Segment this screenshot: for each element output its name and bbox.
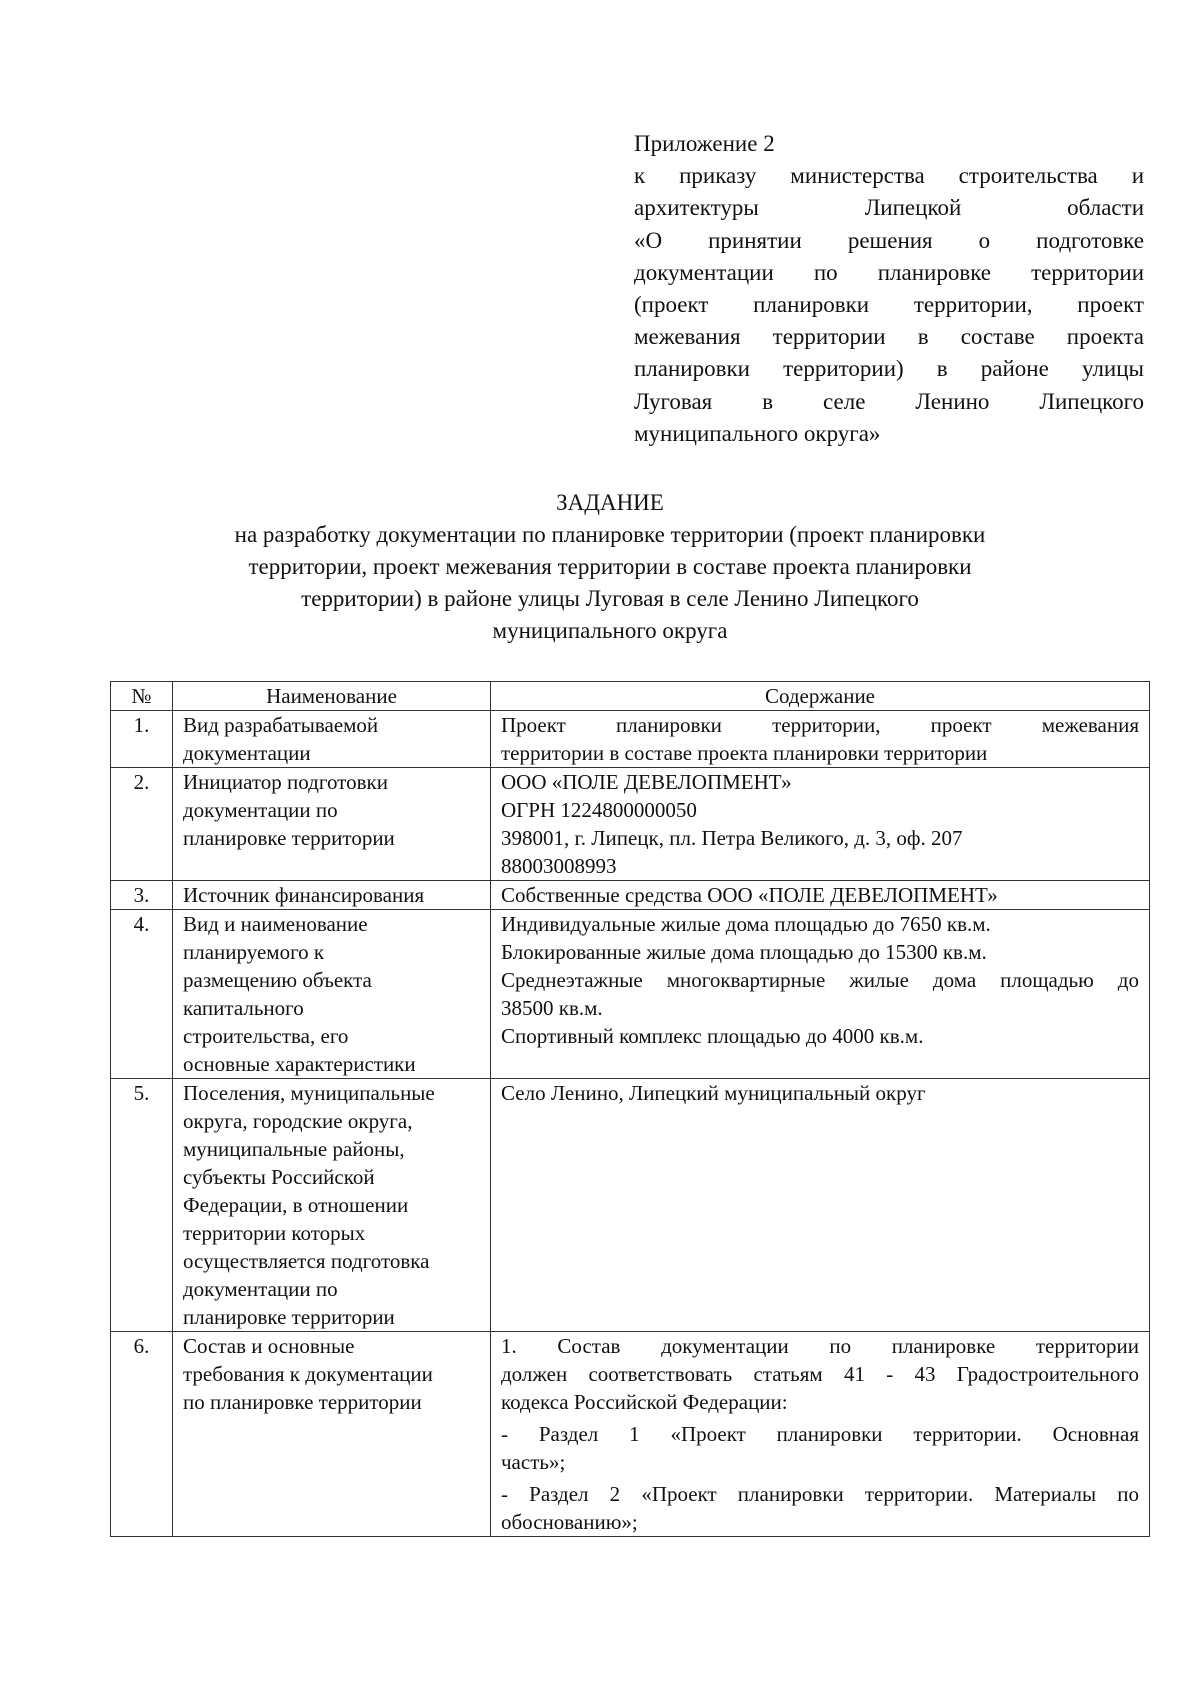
row-content-line: Собственные средства ООО «ПОЛЕ ДЕВЕЛОПМЕНТ» [501, 883, 998, 907]
header-name: Наименование [173, 682, 491, 711]
row-name [173, 711, 491, 768]
row-content-line: 38500 кв.м. [501, 996, 603, 1020]
row-name-line: капитального [183, 996, 304, 1020]
row-name [173, 910, 491, 1079]
row-name-line: по планировке территории [183, 1390, 422, 1414]
row-content-line: 1. Состав документации по планировке территории [501, 1334, 1139, 1358]
row-name [173, 1079, 491, 1332]
appendix-line: «О принятии решения о подготовке [634, 227, 1144, 253]
title-line: муниципального округа [492, 618, 728, 643]
table-header-row [111, 682, 1150, 711]
row-name-line: основные характеристики [183, 1052, 416, 1076]
row-name-line: Состав и основные [183, 1334, 355, 1358]
row-name-line: Поселения, муниципальные [183, 1081, 435, 1105]
row-content-line: - Раздел 1 «Проект планировки территории. Основная [501, 1422, 1139, 1446]
row-content-line: Проект планировки территории, проект межевания [501, 713, 1139, 737]
appendix-header [634, 128, 1144, 450]
row-name-line: размещению объекта [183, 968, 372, 992]
row-name-line: субъекты Российской [183, 1165, 375, 1189]
task-table [110, 681, 1150, 1537]
table-row [111, 910, 1150, 1079]
row-content [491, 711, 1150, 768]
row-content-line: 88003008993 [501, 854, 617, 878]
row-name-line: планируемого к [183, 940, 325, 964]
row-content-line: должен соответствовать статьям 41 - 43 Градостроительного [501, 1362, 1139, 1386]
row-name-line: Вид разрабатываемой [183, 713, 379, 737]
row-content-line: - Раздел 2 «Проект планировки территории. Материалы по [501, 1482, 1139, 1506]
row-number: 3. [111, 881, 173, 910]
row-name-line: муниципальные районы, [183, 1137, 405, 1161]
row-name-line: документации по [183, 798, 338, 822]
row-name-line: документации по [183, 1277, 338, 1301]
row-number: 2. [111, 768, 173, 881]
title-line: на разработку документации по планировке территории (проект планировки [234, 522, 986, 547]
row-number: 4. [111, 910, 173, 1079]
row-content-line: Село Ленино, Липецкий муниципальный округ [501, 1081, 926, 1105]
document-title [110, 487, 1110, 647]
row-number: 6. [111, 1332, 173, 1537]
row-content [491, 1332, 1150, 1537]
row-content-line: обоснованию»; [501, 1510, 638, 1534]
appendix-line: планировки территории) в районе улицы [634, 356, 1144, 382]
row-name [173, 1332, 491, 1537]
table-row [111, 881, 1150, 910]
table-row [111, 768, 1150, 881]
row-name-line: Инициатор подготовки [183, 770, 388, 794]
row-content-line: ОГРН 1224800000050 [501, 798, 697, 822]
row-name-line: строительства, его [183, 1024, 349, 1048]
row-number: 1. [111, 711, 173, 768]
row-content-line: Блокированные жилые дома площадью до 15300 кв.м. [501, 940, 987, 964]
row-content-line: Индивидуальные жилые дома площадью до 7650 кв.м. [501, 912, 991, 936]
header-content: Содержание [491, 682, 1150, 711]
row-name-line: требования к документации [183, 1362, 433, 1386]
table-row [111, 711, 1150, 768]
title-heading: ЗАДАНИЕ [556, 490, 664, 515]
row-name-line: территории которых [183, 1221, 366, 1245]
row-content-line: 398001, г. Липецк, пл. Петра Великого, д. 3, оф. 207 [501, 826, 963, 850]
row-content-line: Среднеэтажные многоквартирные жилые дома площадью до [501, 968, 1139, 992]
title-line: территории) в районе улицы Луговая в селе Ленино Липецкого [301, 586, 919, 611]
row-content-line: территории в составе проекта планировки территории [501, 741, 988, 765]
appendix-line: Приложение 2 [634, 131, 775, 156]
table-row [111, 1079, 1150, 1332]
appendix-line: муниципального округа» [634, 420, 881, 446]
row-name-line: планировке территории [183, 1305, 395, 1329]
row-name-line: Вид и наименование [183, 912, 368, 936]
row-name-line: округа, городские округа, [183, 1109, 413, 1133]
header-num: № [111, 682, 173, 711]
row-number: 5. [111, 1079, 173, 1332]
row-content [491, 910, 1150, 1079]
row-name [173, 768, 491, 881]
row-name [173, 881, 491, 910]
row-content [491, 1079, 1150, 1332]
row-content-line: кодекса Российской Федерации: [501, 1390, 788, 1414]
appendix-line: документации по планировке территории [634, 259, 1144, 285]
row-content-line: часть»; [501, 1450, 566, 1474]
table-row [111, 1332, 1150, 1537]
row-name-line: планировке территории [183, 826, 395, 850]
appendix-line: Луговая в селе Ленино Липецкого [634, 388, 1144, 414]
row-name-line: Федерации, в отношении [183, 1193, 409, 1217]
row-content-line: ООО «ПОЛЕ ДЕВЕЛОПМЕНТ» [501, 770, 792, 794]
row-content [491, 768, 1150, 881]
appendix-line: архитектуры Липецкой области [634, 195, 1144, 221]
row-name-line: Источник финансирования [183, 883, 425, 907]
row-name-line: документации [183, 741, 311, 765]
appendix-line: (проект планировки территории, проект [634, 292, 1144, 318]
title-line: территории, проект межевания территории в составе проекта планировки [248, 554, 972, 579]
appendix-line: межевания территории в составе проекта [634, 324, 1144, 350]
row-content [491, 881, 1150, 910]
appendix-line: к приказу министерства строительства и [634, 163, 1144, 189]
row-content-line: Спортивный комплекс площадью до 4000 кв.м. [501, 1024, 924, 1048]
row-name-line: осуществляется подготовка [183, 1249, 430, 1273]
